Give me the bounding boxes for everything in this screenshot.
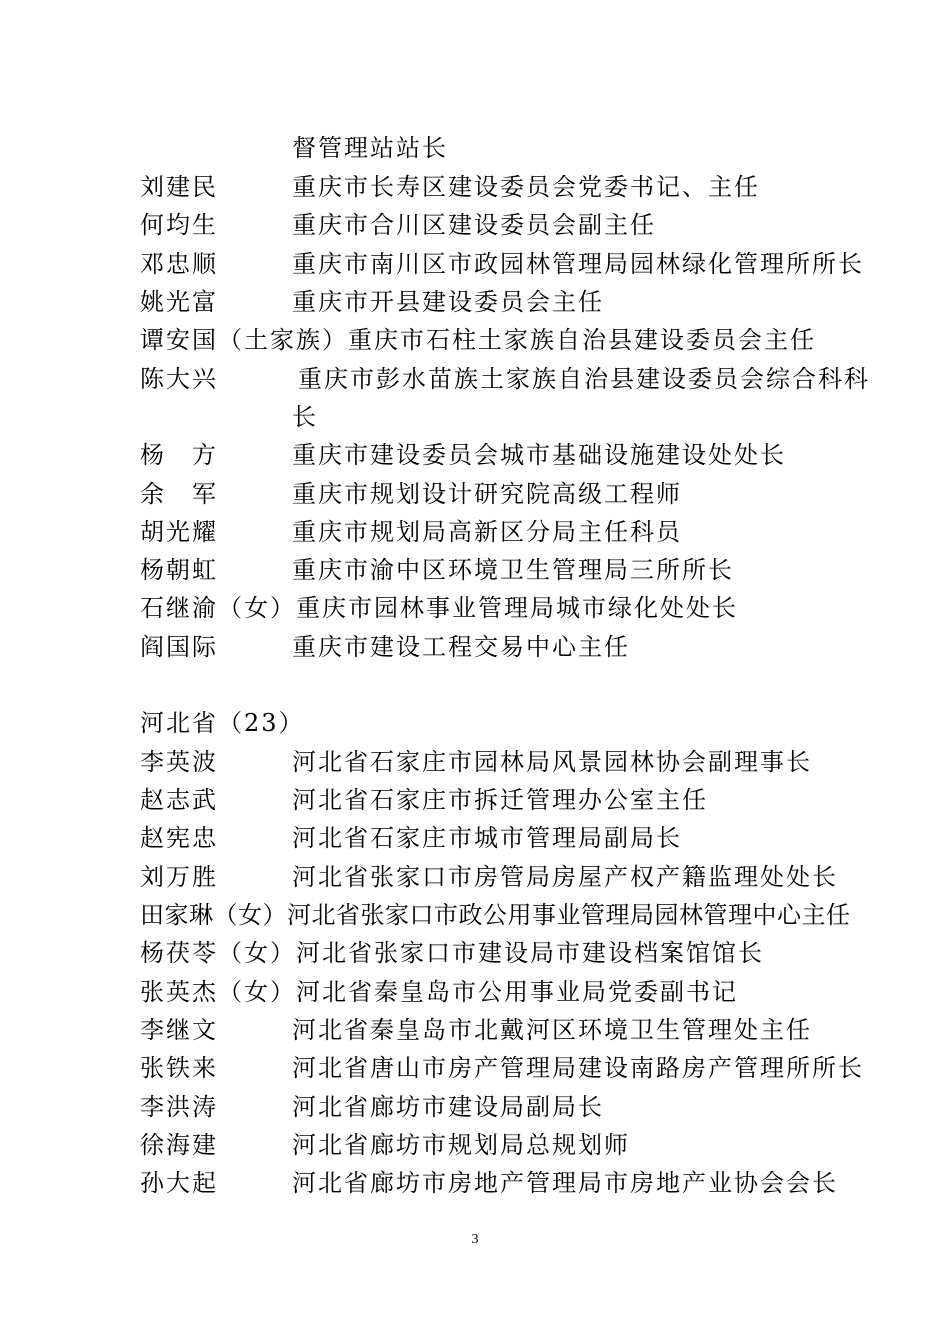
continuation-line: 督管理站站长 <box>292 134 448 162</box>
entry-name: 胡光耀 <box>140 518 218 546</box>
entry-desc: 重庆市规划设计研究院高级工程师 <box>292 480 682 508</box>
entry-desc: 河北省廊坊市建设局副局长 <box>292 1093 604 1121</box>
entry-name: 李英波 <box>140 748 218 776</box>
entry-full-line: 田家琳（女）河北省张家口市政公用事业管理局园林管理中心主任 <box>140 901 851 929</box>
entry-name: 陈大兴 <box>140 365 218 393</box>
entry-desc: 河北省张家口市房管局房屋产权产籍监理处处长 <box>292 863 838 891</box>
entry-desc: 河北省石家庄市城市管理局副局长 <box>292 824 682 852</box>
entry-desc: 重庆市南川区市政园林管理局园林绿化管理所所长 <box>292 250 864 278</box>
entry-name: 李继文 <box>140 1016 218 1044</box>
entry-name: 杨朝虹 <box>140 556 218 584</box>
entry-name: 张铁来 <box>140 1054 218 1082</box>
entry-desc: 重庆市开县建设委员会主任 <box>292 288 604 316</box>
entry-name: 刘万胜 <box>140 863 218 891</box>
entry-desc: 重庆市规划局高新区分局主任科员 <box>292 518 682 546</box>
entry-desc: 重庆市建设工程交易中心主任 <box>292 633 630 661</box>
entry-desc: 重庆市长寿区建设委员会党委书记、主任 <box>292 173 760 201</box>
entry-full-line: 谭安国（土家族）重庆市石柱土家族自治县建设委员会主任 <box>140 326 816 354</box>
entry-full-line: 杨茯苓（女）河北省张家口市建设局市建设档案馆馆长 <box>140 939 764 967</box>
entry-desc: 重庆市合川区建设委员会副主任 <box>292 211 656 239</box>
entry-name: 李洪涛 <box>140 1093 218 1121</box>
entry-name: 邓忠顺 <box>140 250 218 278</box>
entry-desc: 河北省石家庄市拆迁管理办公室主任 <box>292 786 708 814</box>
entry-full-line: 石继渝（女）重庆市园林事业管理局城市绿化处处长 <box>140 594 738 622</box>
entry-name: 徐海建 <box>140 1131 218 1159</box>
entry-desc: 河北省唐山市房产管理局建设南路房产管理所所长 <box>292 1054 864 1082</box>
page-number: 3 <box>471 1232 479 1247</box>
entry-name: 何均生 <box>140 211 218 239</box>
entry-desc: 重庆市彭水苗族土家族自治县建设委员会综合科科 <box>298 365 870 393</box>
section-heading: 河北省（23） <box>140 709 305 737</box>
entry-name: 孙大起 <box>140 1169 218 1197</box>
entry-name: 赵宪忠 <box>140 824 218 852</box>
entry-name: 余 军 <box>140 480 218 508</box>
entry-name: 赵志武 <box>140 786 218 814</box>
entry-name: 杨 方 <box>140 441 218 469</box>
entry-desc: 河北省秦皇岛市北戴河区环境卫生管理处主任 <box>292 1016 812 1044</box>
entry-desc: 重庆市建设委员会城市基础设施建设处处长 <box>292 441 786 469</box>
entry-name: 刘建民 <box>140 173 218 201</box>
entry-full-line: 张英杰（女）河北省秦皇岛市公用事业局党委副书记 <box>140 978 738 1006</box>
entry-name: 姚光富 <box>140 288 218 316</box>
entry-name: 阎国际 <box>140 633 218 661</box>
entry-desc-continuation: 长 <box>292 403 318 431</box>
entry-desc: 河北省廊坊市规划局总规划师 <box>292 1131 630 1159</box>
entry-desc: 河北省廊坊市房地产管理局市房地产业协会会长 <box>292 1169 838 1197</box>
entry-desc: 重庆市渝中区环境卫生管理局三所所长 <box>292 556 734 584</box>
entry-desc: 河北省石家庄市园林局风景园林协会副理事长 <box>292 748 812 776</box>
